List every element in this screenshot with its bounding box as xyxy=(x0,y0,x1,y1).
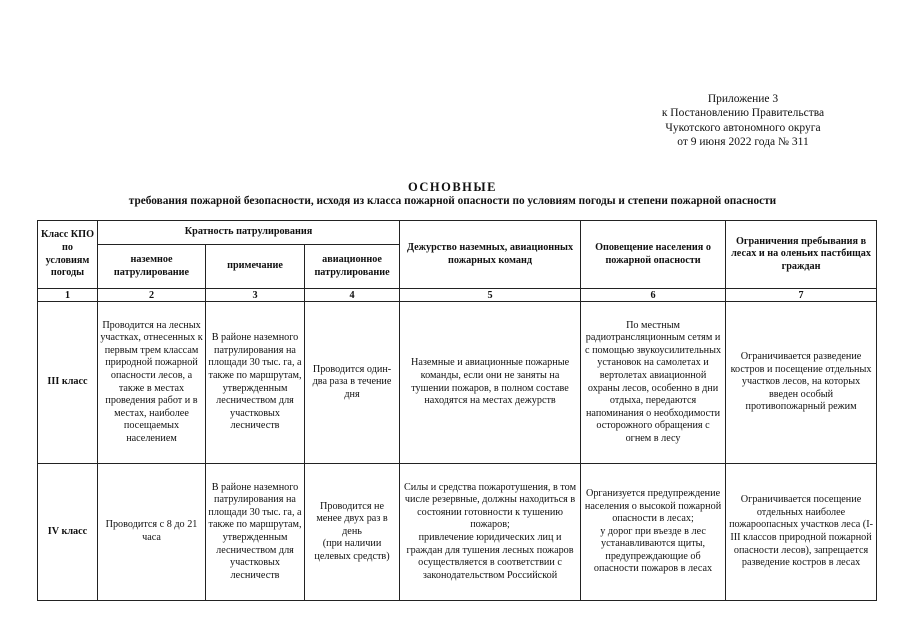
column-number: 6 xyxy=(581,289,726,302)
header-patrol-frequency: Кратность патрулирования xyxy=(98,221,400,245)
row-notification-line-1: Организуется предупреждение населения о высокой пожарной опасности в лесах; xyxy=(584,487,722,525)
annex-line-2: к Постановлению Правительства xyxy=(661,107,825,120)
header-ground-patrol: наземное патрулирование xyxy=(98,245,206,289)
column-number: 5 xyxy=(400,289,581,302)
row-duty-line-2: привлечение юридических лиц и граждан для тушения лесных пожаров осуществляется в соответствии с законодательством Российской xyxy=(406,532,574,581)
row-class-label: III класс xyxy=(38,302,98,464)
header-row-1 xyxy=(38,221,877,245)
header-class: Класс КПО по условиям погоды xyxy=(38,221,98,289)
document-title: ОСНОВНЫЕ xyxy=(407,180,498,194)
row-notification xyxy=(581,464,726,601)
row-note: В районе наземного патрулирования на площади 30 тыс. га, а также по маршрутам, утвержденным лесничеством для участковых лесничеств xyxy=(206,302,305,464)
annex-block xyxy=(628,92,858,149)
row-air-patrol-line-1: Проводится не менее двух раз в день xyxy=(316,500,388,537)
header-air-patrol: авиационное патрулирование xyxy=(305,245,400,289)
row-duty-line-1: Силы и средства пожаротушения, в том числе резервные, должны находиться в состоянии готовности к тушению пожаров; xyxy=(404,481,577,531)
header-duty: Дежурство наземных, авиационных пожарных команд xyxy=(400,221,581,289)
column-number: 3 xyxy=(206,289,305,302)
header-notification: Оповещение населения о пожарной опасности xyxy=(581,221,726,289)
row-restrictions: Ограничивается разведение костров и посещение отдельных участков лесов, на которых введен особый противопожарный режим xyxy=(726,302,877,464)
row-notification: По местным радиотрансляционным сетям и с помощью звукоусилительных установок на самолетах и вертолетах авиационной охраны лесов, особенно в дни отдыха, передаются напоминания о необходимости осторожного обращения с огнем в лесу xyxy=(581,302,726,464)
row-restrictions: Ограничивается посещение отдельных наиболее пожароопасных участков леса (I-III классов природной пожарной опасности лесов), запрещается разведение костров в лесах xyxy=(726,464,877,601)
row-note xyxy=(206,464,305,601)
document-subtitle: требования пожарной безопасности, исходя из класса пожарной опасности по условиям погоды и степени пожарной опасности xyxy=(128,195,777,207)
row-ground-patrol: Проводится с 8 до 21 часа xyxy=(98,464,206,601)
requirements-table xyxy=(37,220,877,601)
header-restrictions: Ограничения пребывания в лесах и на оленьих пастбищах граждан xyxy=(726,221,877,289)
row-ground-patrol: Проводится на лесных участках, отнесенных к первым трем классам природной пожарной опасности лесов, а также в местах проведения работ и в местах, наиболее посещаемых населением xyxy=(98,302,206,464)
column-number: 7 xyxy=(726,289,877,302)
column-number: 2 xyxy=(98,289,206,302)
row-notification-line-2: у дорог при въезде в лес устанавливаются щиты, предупреждающие об опасности пожаров в лесах xyxy=(593,525,713,575)
row-duty xyxy=(400,464,581,601)
column-number: 4 xyxy=(305,289,400,302)
header-note: примечание xyxy=(206,245,305,289)
annex-line-3: Чукотского автономного округа xyxy=(665,121,821,134)
column-numbers-row xyxy=(38,289,877,302)
row-note-text: В районе наземного патрулирования на площади 30 тыс. га, а также по маршрутам, утвержденным лесничеством для участковых лесничеств xyxy=(208,481,302,581)
row-air-patrol: Проводится один-два раза в течение дня xyxy=(305,302,400,464)
column-number: 1 xyxy=(38,289,98,302)
table-row-class-3 xyxy=(38,302,877,464)
annex-line-1: Приложение 3 xyxy=(707,93,779,105)
row-air-patrol-line-2: (при наличии целевых средств) xyxy=(314,538,390,562)
row-duty: Наземные и авиационные пожарные команды, если они не заняты на тушении пожаров, в полном составе находятся на местах дежурств xyxy=(400,302,581,464)
table-row-class-4 xyxy=(38,464,877,601)
annex-line-4: от 9 июня 2022 года № 311 xyxy=(677,135,809,148)
row-air-patrol xyxy=(305,464,400,601)
row-class-label: IV класс xyxy=(38,464,98,601)
